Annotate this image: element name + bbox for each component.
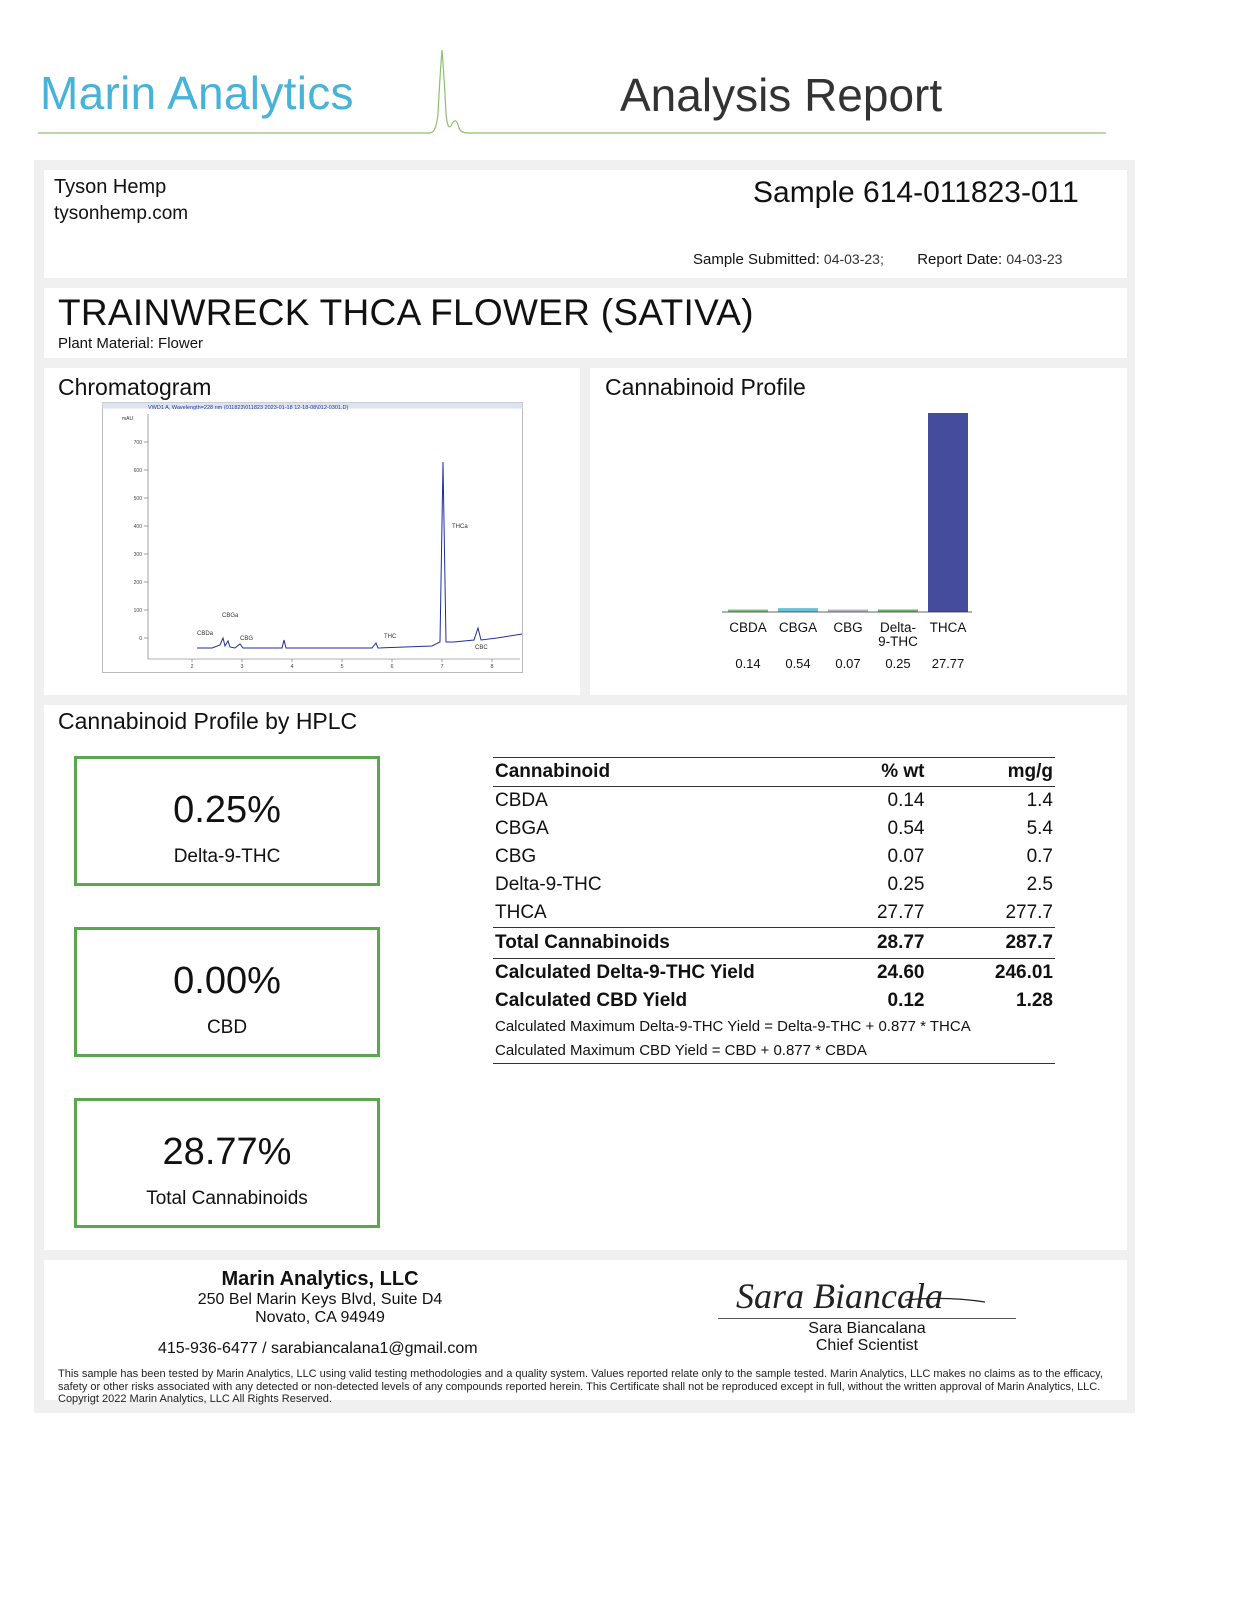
chart-bars [728,413,968,612]
plant-material: Plant Material: Flower [58,335,204,352]
calc-thc-label: Calculated Delta-9-THC Yield [495,962,755,983]
note-cbd: Calculated Maximum CBD Yield = CBD + 0.877 * CBDA [493,1039,1055,1064]
cell-name: CBG [495,846,537,867]
total-label: Total Cannabinoids [493,928,843,959]
cell-mg: 2.5 [1026,874,1053,895]
calc-cbd-mg: 1.28 [1016,990,1053,1011]
value-label: 0.54 [785,656,811,671]
brand-logo-text: Marin Analytics [40,67,354,119]
value-label: 0.14 [735,656,761,671]
lab-name: Marin Analytics, LLC [221,1268,419,1290]
report-date-label: Report Date: [917,251,1003,268]
calc-cbd-label: Calculated CBD Yield [495,990,688,1011]
y-tick-label: 500 [133,496,142,502]
signer-block [718,1320,1016,1354]
summary-box-delta9 [74,756,380,886]
report-title: Analysis Report [620,69,943,121]
table-row [493,899,1055,928]
cell-name: Delta-9-THC [495,874,602,895]
submitted-label: Sample Submitted: [693,251,820,268]
summary-label: CBD [206,1017,248,1038]
sample-id: Sample 614-011823-011 [753,176,1079,209]
calc-cbd-row [493,987,1055,1015]
cell-pct: 0.14 [887,790,925,811]
x-tick-label: 7 [440,664,444,670]
profile-title: Cannabinoid Profile [605,374,806,400]
cell-pct: 0.25 [887,874,925,895]
x-tick-label: 5 [340,664,344,670]
table-row [493,843,1055,871]
cell-mg: 5.4 [1026,818,1053,839]
chart-category-labels [729,620,966,649]
peak-label-thca: THCa [452,524,468,530]
cell-name: CBGA [495,818,549,839]
calc-thc-row [493,959,1055,988]
cell-mg: 277.7 [1005,902,1053,923]
signature-text: Sara Biancala [736,1276,943,1316]
lab-block [150,1268,490,1327]
chromatogram-y-unit: mAU [122,416,134,422]
calc-thc-mg: 246.01 [994,962,1053,983]
submitted-value: 04-03-23; [823,251,884,267]
disclaimer-text: This sample has been tested by Marin Analytics, LLC using valid testing methodologies and a quality system. Values reported relate only to the sample tested. Marin Analytics, LLC makes no claims as to the efficacy, safety or other risks associated with any detected or non-detected levels of any compounds reported herein. This Certificate shall not be reproduced except in full, without the written approval of Marin Analytics, LLC. Copyrigt 2022 Marin Analytics, LLC All Rights Reserved. [58,1368,1103,1405]
table-row [493,871,1055,899]
chromatogram-title: Chromatogram [58,374,212,400]
summary-label: Delta-9-THC [173,846,281,867]
client-name: Tyson Hemp [54,176,167,198]
results-table [493,757,1055,1064]
value-label: 0.25 [885,656,911,671]
calc-thc-pct: 24.60 [876,962,925,983]
summary-label: Total Cannabinoids [146,1188,308,1209]
bar-cbga [778,608,818,612]
lab-address-line1: 250 Bel Marin Keys Blvd, Suite D4 [197,1291,443,1308]
value-label: 0.07 [835,656,861,671]
y-tick-label: 100 [133,608,142,614]
summary-value: 28.77% [162,1131,292,1173]
report-date-value: 04-03-23 [1006,251,1063,267]
note-thc: Calculated Maximum Delta-9-THC Yield = Delta-9-THC + 0.877 * THCA [495,1018,971,1035]
table-row [493,787,1055,816]
x-tick-label: 4 [290,664,294,670]
lab-contact: 415-936-6477 / sarabiancalana1@gmail.com [158,1340,478,1357]
cannabinoid-bar-chart [700,410,1030,680]
y-tick-label: 300 [133,552,142,558]
cell-pct: 0.07 [887,846,925,867]
col-header-pct-wt: % wt [843,758,972,787]
y-tick-label: 600 [133,468,142,474]
client-website: tysonhemp.com [54,203,189,224]
calc-cbd-pct: 0.12 [887,990,925,1011]
y-tick-label: 700 [133,440,142,446]
y-tick-label: 400 [133,524,142,530]
cell-mg: 1.4 [1026,790,1053,811]
x-tick-label: 2 [190,664,194,670]
summary-box-cbd [74,927,380,1057]
signature-image [730,1260,1030,1320]
summary-box-total [74,1098,380,1228]
cell-name: THCA [495,902,547,923]
x-tick-label: 3 [240,664,244,670]
col-header-cannabinoid: Cannabinoid [493,758,843,787]
lab-address-line2: Novato, CA 94949 [255,1309,385,1326]
summary-value: 0.25% [173,789,281,831]
y-tick-label: 0 [139,636,142,642]
category-label: THCA [929,620,967,635]
cell-pct: 0.54 [887,818,925,839]
total-row [493,928,1055,959]
peak-label-cbg: CBG [240,636,254,642]
note-row-thc [493,1015,1055,1039]
signer-title: Chief Scientist [815,1337,919,1354]
signature-line [718,1318,1016,1319]
category-label: Delta-9-THC [878,620,918,649]
cell-name: CBDA [495,790,548,811]
peak-label-cbga: CBGa [222,613,239,619]
col-header-mg-g: mg/g [973,758,1056,787]
sample-dates [693,251,1062,268]
peak-label-thc: THC [384,634,397,640]
category-label: CBDA [729,620,767,635]
chromatogram-header-text: VWD1 A, Wavelength=228 nm (011823\011823 2023-01-18 12-18-08\012-0301.D) [148,405,349,411]
value-label: 27.77 [931,656,965,671]
peak-label-cbda: CBDa [197,631,214,637]
note-row-cbd [493,1039,1055,1064]
table-header-row [493,758,1055,787]
signer-name: Sara Biancalana [808,1320,926,1337]
x-tick-label: 8 [490,664,494,670]
hplc-title: Cannabinoid Profile by HPLC [58,708,358,734]
total-pct: 28.77 [843,928,972,959]
total-mg: 287.7 [973,928,1056,959]
chromatogram-image [102,402,532,677]
product-name: TRAINWRECK THCA FLOWER (SATIVA) [58,292,754,333]
chart-value-labels [735,656,964,671]
x-tick-label: 6 [390,664,394,670]
bar-thca [928,413,968,612]
table-row [493,815,1055,843]
peak-label-cbc: CBC [475,645,488,651]
category-label: CBG [833,620,863,635]
category-label: CBGA [778,620,818,635]
cell-mg: 0.7 [1026,846,1053,867]
y-tick-label: 200 [133,580,142,586]
summary-value: 0.00% [173,960,281,1002]
cell-pct: 27.77 [876,902,925,923]
